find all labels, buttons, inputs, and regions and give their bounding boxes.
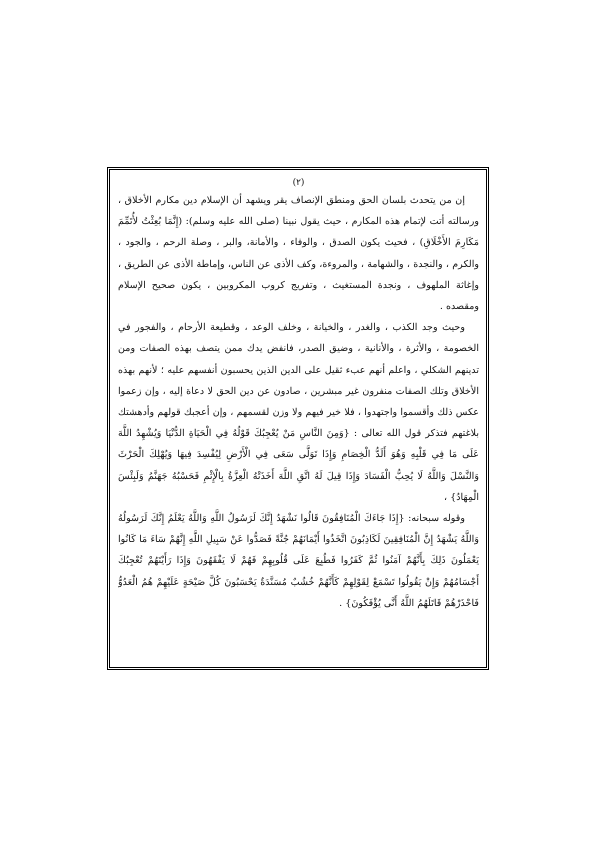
page-number: (٢) xyxy=(292,178,305,188)
paragraph-1: إن من يتحدث بلسان الحق ومنطق الإنصاف يقر ويشهد أن الإسلام دين مكارم الأخلاق ، ورسالته أتت لإتمام هذه المكارم ، حيث يقول نبينا (صلى الله عليه وسلم): (إِنَّمَا بُعِثْتُ لأُتَمِّمَ مَكَارِمَ الأَخْلَاقِ) ، فحيث يكون الصدق ، والوفاء ، والأمانة، والبر ، وصلة الرحم ، والجود ، والكرم ، والنجدة ، والشهامة ، والمروءة، وكف الأذى عن الناس، وإماطة الأذى عن الطريق ، وإغاثة الملهوف ، ونجدة المستغيث ، وتفريج كروب المكروبين ، يكون صحيح الإسلام ومقصده . xyxy=(118,195,479,313)
paragraph-2: وحيث وجد الكذب ، والغدر ، والخيانة ، وخلف الوعد ، وقطيعة الأرحام ، والفجور في الخصومة ، والأثرة ، والأنانية ، وضيق الصدر، فانفض يدك ممن يتصف بهذه الصفات ومن تدينهم الشكلي ، واعلم أنهم عبء ثقيل على الدين الذين يحسبون أنفسهم عليه ؛ لأنهم بهذه الأخلاق وتلك الصفات منفرون غير مبشرين ، صادون عن دين الحق لا دعاة إليه ، وإن زعموا عكس ذلك وأقسموا واجتهدوا ، فلا خير فيهم ولا وزن لقسمهم ، وإن أعجبك قولهم وأدهشتك بلاغتهم فتذكر قول الله تعالى : {وَمِنَ النَّاسِ مَنْ يُعْجِبُكَ قَوْلُهُ فِي الْحَيَاةِ الدُّنْيَا وَيُشْهِدُ اللَّهَ عَلَى مَا فِي قَلْبِهِ وَهُوَ أَلَدُّ الْخِصَامِ وَإِذَا تَوَلَّى سَعَى فِي الْأَرْضِ لِيُفْسِدَ فِيهَا وَيُهْلِكَ الْحَرْثَ وَالنَّسْلَ وَاللَّهُ لَا يُحِبُّ الْفَسَادَ وَإِذَا قِيلَ لَهُ اتَّقِ اللَّهَ أَخَذَتْهُ الْعِزَّةُ بِالْإِثْمِ فَحَسْبُهُ جَهَنَّمُ وَلَبِئْسَ الْمِهَادُ} ، xyxy=(118,322,479,503)
text-body xyxy=(118,176,479,664)
paragraph-3: وقوله سبحانه: {إِذَا جَاءَكَ الْمُنَافِقُونَ قَالُوا نَشْهَدُ إِنَّكَ لَرَسُولُ اللَّهِ وَاللَّهُ يَعْلَمُ إِنَّكَ لَرَسُولُهُ وَاللَّهُ يَشْهَدُ إِنَّ الْمُنَافِقِينَ لَكَاذِبُونَ اتَّخَذُوا أَيْمَانَهُمْ جُنَّةً فَصَدُّوا عَنْ سَبِيلِ اللَّهِ إِنَّهُمْ سَاءَ مَا كَانُوا يَعْمَلُونَ ذَلِكَ بِأَنَّهُمْ آمَنُوا ثُمَّ كَفَرُوا فَطُبِعَ عَلَى قُلُوبِهِمْ فَهُمْ لَا يَفْقَهُونَ وَإِذَا رَأَيْتَهُمْ تُعْجِبُكَ أَجْسَامُهُمْ وَإِنْ يَقُولُوا تَسْمَعْ لِقَوْلِهِمْ كَأَنَّهُمْ خُشُبٌ مُسَنَّدَةٌ يَحْسَبُونَ كُلَّ صَيْحَةٍ عَلَيْهِمْ هُمُ الْعَدُوُّ فَاحْذَرْهُمْ قَاتَلَهُمُ اللَّهُ أَنَّى يُؤْفَكُونَ} . xyxy=(118,513,479,609)
